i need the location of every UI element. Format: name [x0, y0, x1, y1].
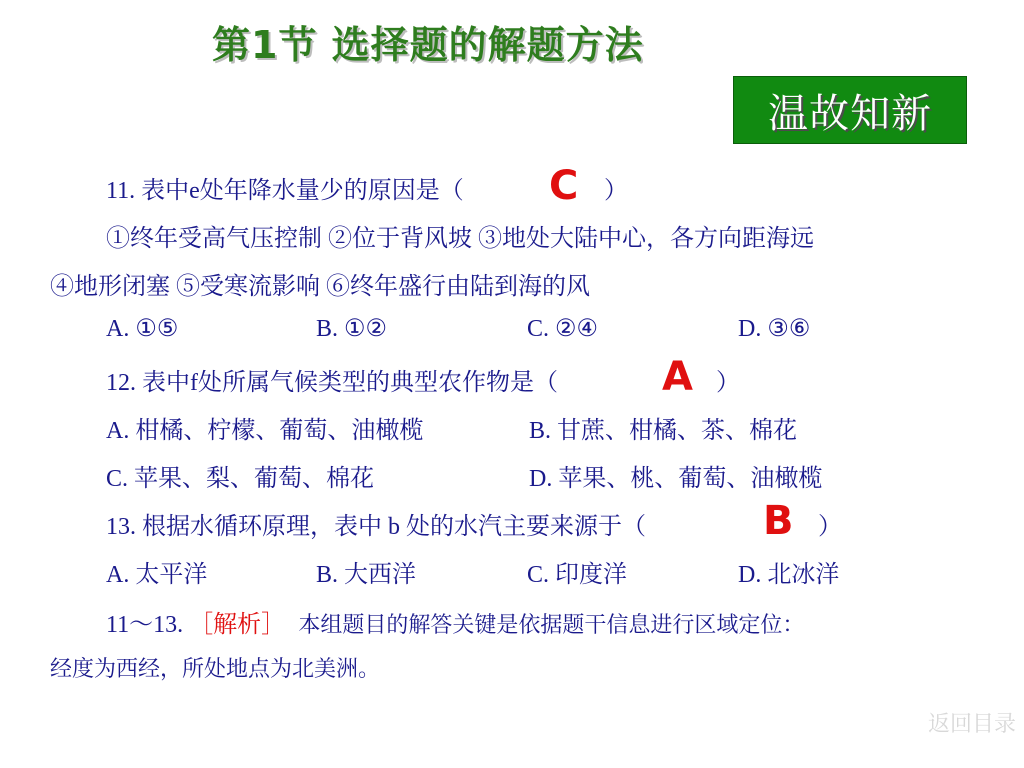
back-to-contents-link[interactable]: 返回目录 [927, 711, 1016, 736]
q13-choice-c: C. 印度洋 [527, 562, 628, 588]
q11-options-line2: ④地形闭塞 ⑤受寒流影响 ⑥终年盛行由陆到海的风 [50, 274, 590, 300]
q13-choice-b: B. 大西洋 [316, 562, 417, 588]
q13-choice-a: A. 太平洋 [106, 562, 208, 588]
q11-choice-c: C. ②④ [527, 316, 599, 342]
q12-stem: 12. 表中f处所属气候类型的典型农作物是（ [106, 370, 558, 396]
q11-choice-b: B. ①② [316, 316, 388, 342]
q12-choice-c: C. 苹果、梨、葡萄、棉花 [106, 466, 375, 492]
q13-stem: 13. 根据水循环原理，表中 b 处的水汽主要来源于（ [106, 514, 646, 540]
q11-close-paren: ） [604, 178, 628, 204]
q11-stem: 11. 表中e处年降水量少的原因是（ [106, 178, 464, 204]
review-badge [733, 76, 967, 144]
q11-choice-a: A. ①⑤ [106, 316, 179, 342]
analysis-text1: 本组题目的解答关键是依据题干信息进行区域定位： [285, 613, 805, 638]
q13-close-paren: ） [818, 514, 842, 540]
q12-choice-d: D. 苹果、桃、葡萄、油橄榄 [529, 466, 823, 492]
analysis-text2: 经度为西经，所处地点为北美洲。 [50, 657, 381, 682]
q11-options-line1: ①终年受高气压控制 ②位于背风坡 ③地处大陆中心，各方向距海远 [106, 226, 814, 252]
review-badge-label: 温故知新 [768, 90, 932, 137]
analysis-tag: ［解析］ [189, 612, 286, 638]
q12-answer: A [662, 354, 693, 400]
q13-choice-d: D. 北冰洋 [738, 562, 840, 588]
q12-close-paren: ） [716, 370, 740, 396]
analysis-line1 [106, 604, 804, 639]
q12-choice-b: B. 甘蔗、柑橘、茶、棉花 [529, 418, 798, 444]
q12-choice-a: A. 柑橘、柠檬、葡萄、油橄榄 [106, 418, 424, 444]
page-title: 第1节 选择题的解题方法 [212, 23, 644, 67]
q13-answer: B [763, 498, 794, 544]
q11-answer: C [549, 163, 579, 209]
q11-choice-d: D. ③⑥ [738, 316, 811, 342]
analysis-line2 [50, 652, 380, 683]
analysis-prefix: 11～13. [106, 612, 190, 638]
